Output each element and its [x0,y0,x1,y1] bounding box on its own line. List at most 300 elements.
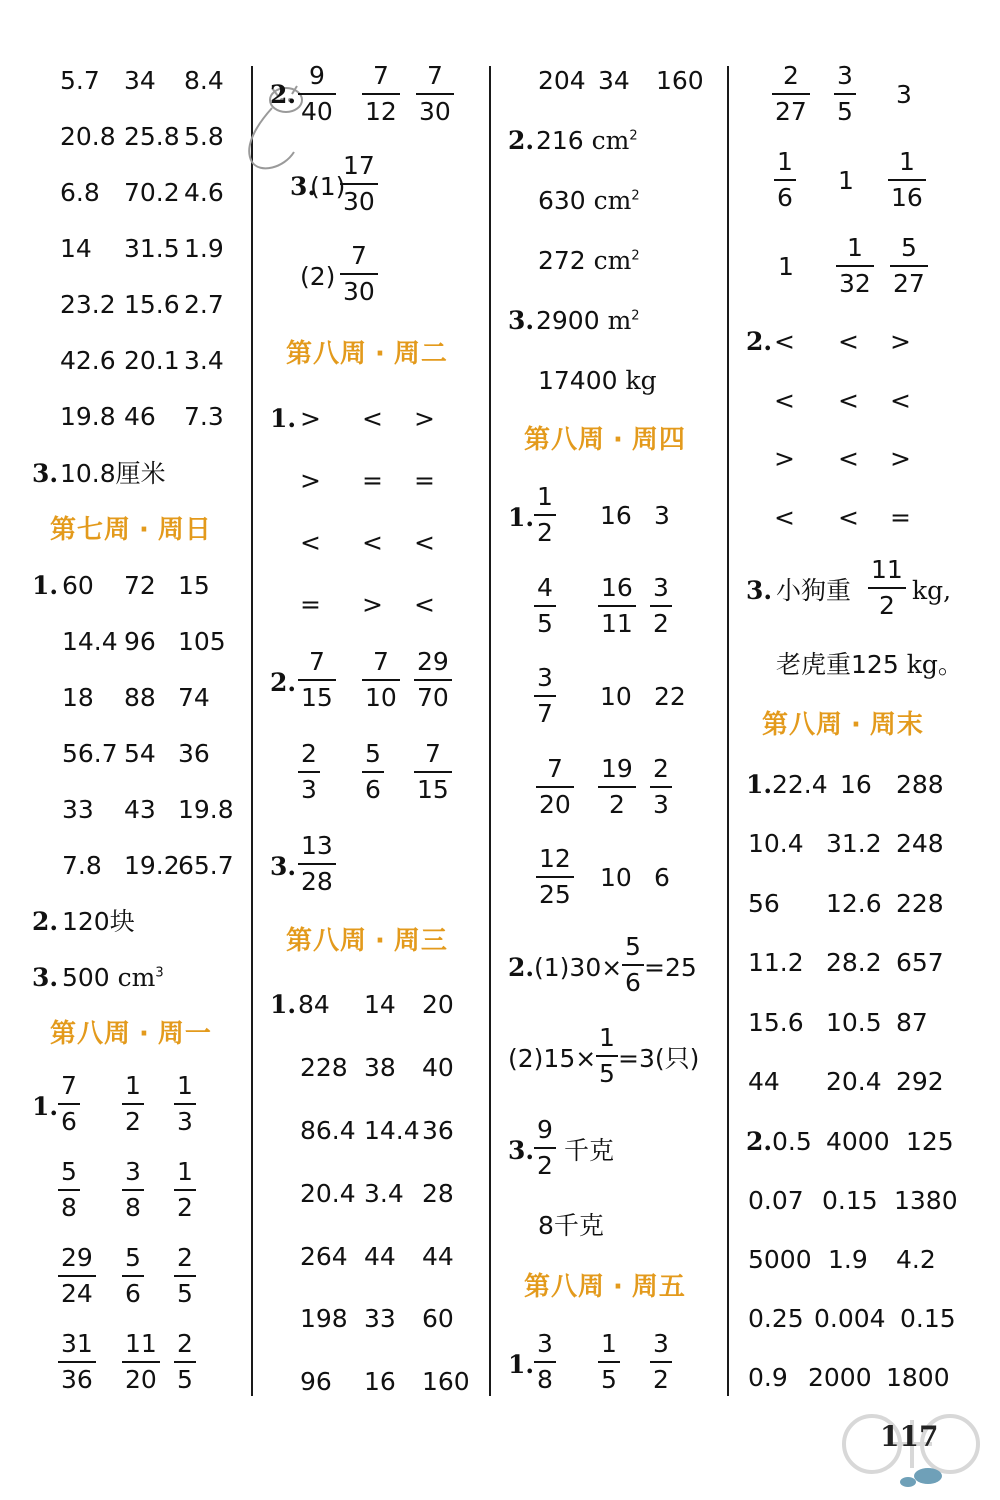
cell: 31.2 [826,829,882,858]
fraction [650,1330,672,1394]
expression-result: =3(只) [618,1044,700,1073]
fraction [534,1116,556,1180]
cell: 228 [896,889,944,918]
numerator: 5 [122,1244,144,1277]
column-2 [254,0,488,1500]
heading-dot: · [613,425,624,455]
comparison-sign: < [414,590,435,619]
heading-week: 第八周 [524,1272,606,1302]
fraction [868,556,906,620]
fraction [534,574,556,638]
comparison-sign: = [890,503,911,532]
denominator: 2 [537,1151,553,1180]
fraction [534,664,556,728]
cell: 96 [300,1367,332,1396]
numerator: 1 [122,1072,144,1105]
denominator: 40 [301,97,333,126]
cell: 56 [748,889,780,918]
cell: 34 [598,66,630,95]
cell: 33 [62,795,94,824]
question-label: 3. [32,963,59,992]
numerator: 3 [834,62,856,95]
denominator: 6 [777,183,793,212]
numerator: 9 [534,1116,556,1149]
numerator: 5 [890,234,928,267]
cell: 15.6 [124,290,180,319]
comparison-sign: > [300,404,321,433]
section-heading-week8-tuesday [286,338,448,370]
numerator: 7 [362,648,400,681]
fraction [58,1244,96,1308]
denominator: 16 [891,183,923,212]
fraction [362,62,400,126]
heading-day: 周一 [157,1019,212,1049]
denominator: 6 [625,968,641,997]
cell: 10 [600,863,632,892]
denominator: 70 [417,683,449,712]
cell: 87 [896,1008,928,1037]
fraction [890,234,928,298]
cell: 44 [748,1067,780,1096]
cell: 14.4 [364,1116,420,1145]
cell: 34 [124,66,156,95]
fraction [340,152,378,216]
unit: cm [591,126,630,155]
denominator: 32 [839,269,871,298]
column-divider [489,66,491,1396]
numerator: 2 [772,62,810,95]
numerator: 7 [362,62,400,95]
sub-question-label: (1) [310,172,346,201]
fraction [598,1330,620,1394]
denominator: 11 [601,609,633,638]
cell: 5.7 [60,66,100,95]
cell: 31.5 [124,234,180,263]
cell: 65.7 [178,851,234,880]
numerator: 5 [622,933,644,966]
cell: 7.3 [184,402,224,431]
unit: kg [625,366,657,395]
denominator: 28 [301,867,333,896]
numerator: 29 [58,1244,96,1277]
cell: 22.4 [772,770,828,799]
fraction [122,1158,144,1222]
fraction [298,740,320,804]
fraction [298,648,336,712]
denominator: 6 [61,1107,77,1136]
cell: 125 [906,1127,954,1156]
sub-question-label: (2) [300,262,336,291]
fraction [650,755,672,819]
cell: 28 [422,1179,454,1208]
cell: 5000 [748,1245,812,1274]
question-label: 3. [290,172,317,201]
cell: 15.6 [748,1008,804,1037]
cell: 72 [124,571,156,600]
value: 17400 [538,366,618,395]
numerator: 7 [416,62,454,95]
cell: 60 [422,1304,454,1333]
numerator: 2 [298,740,320,773]
denominator: 2 [608,790,625,819]
fraction [536,755,574,819]
section-heading-week8-weekend [762,709,924,741]
cell: 11.2 [748,948,804,977]
denominator: 25 [539,880,571,909]
cell: 1380 [894,1186,958,1215]
fraction [774,148,796,212]
cell: 0.004 [814,1304,886,1333]
denominator: 15 [417,775,449,804]
cell: 0.5 [772,1127,812,1156]
label: 老虎重 [776,650,852,679]
expression-prefix: (1)30× [534,953,623,982]
cell: 28.2 [826,948,882,977]
cell: 6.8 [60,178,100,207]
numerator: 3 [650,574,672,607]
question-label: 3. [508,306,535,335]
unit: kg。 [906,650,963,679]
column-4 [730,0,1000,1500]
denominator: 36 [61,1365,93,1394]
cell: 5.8 [184,122,224,151]
fraction [834,62,856,126]
numerator: 2 [650,755,672,788]
cell: 14.4 [62,627,118,656]
cell: 4.6 [184,178,224,207]
denominator: 8 [125,1193,141,1222]
denominator: 6 [125,1279,141,1308]
heading-dot: · [375,339,386,369]
fraction [122,1330,160,1394]
section-heading-week8-monday [50,1018,212,1050]
denominator: 5 [599,1059,615,1088]
answer-text: 小狗重 [776,576,852,605]
cell: 0.9 [748,1363,788,1392]
cell: 36 [178,739,210,768]
denominator: 2 [653,1365,669,1394]
cell: 1 [778,252,794,281]
denominator: 20 [539,790,571,819]
question-label: 1. [508,1350,535,1379]
cell: 54 [124,739,156,768]
cell: 33 [364,1304,396,1333]
cell: 10 [600,682,632,711]
cell: 4000 [826,1127,890,1156]
fraction [174,1330,196,1394]
denominator: 7 [537,699,553,728]
numerator: 31 [58,1330,96,1363]
cell: 22 [654,682,686,711]
cell: 228 [300,1053,348,1082]
question-label: 2. [746,327,773,356]
question-label: 3. [508,1136,535,1165]
cell: 25.8 [124,122,180,151]
value: 272 [538,246,586,275]
comparison-sign: = [414,466,435,495]
unit: 千克 [564,1136,615,1165]
column-divider [251,66,253,1396]
value: 500 [62,963,110,992]
denominator: 5 [601,1365,617,1394]
numerator: 5 [58,1158,80,1191]
fraction [414,740,452,804]
cell: 10.4 [748,829,804,858]
numerator: 17 [340,152,378,185]
question-label: 2. [508,953,535,982]
cell: 43 [124,795,156,824]
numerator: 1 [598,1330,620,1363]
unit-exponent: 2 [631,308,640,324]
cell: 160 [422,1367,470,1396]
numerator: 7 [536,755,574,788]
cell: 19.2 [124,851,180,880]
cell: 3 [654,501,670,530]
fraction [622,933,644,997]
cell: 1800 [886,1363,950,1392]
cell: 7.8 [62,851,102,880]
denominator: 5 [537,609,553,638]
denominator: 8 [61,1193,77,1222]
heading-week: 第八周 [762,710,844,740]
numerator: 29 [414,648,452,681]
numerator: 7 [340,242,378,275]
page-number: 117 [880,1420,939,1453]
numerator: 11 [122,1330,160,1363]
cell: 3.4 [184,346,224,375]
unit-exponent: 2 [631,248,640,264]
cell: 16 [600,501,632,530]
cell: 46 [124,402,156,431]
heading-week: 第八周 [286,926,368,956]
fraction [362,740,384,804]
denominator: 8 [537,1365,553,1394]
question-label: 1. [270,404,297,433]
fraction [888,148,926,212]
comparison-sign: < [300,528,321,557]
numerator: 1 [836,234,874,267]
heading-day: 周末 [869,710,924,740]
section-heading-week8-friday [524,1271,686,1303]
answer-area [536,306,640,336]
cell: 2000 [808,1363,872,1392]
numerator: 3 [650,1330,672,1363]
cell: 40 [422,1053,454,1082]
numerator: 5 [362,740,384,773]
answer-text: 120块 [62,907,135,936]
question-label: 2. [270,80,297,109]
cell: 44 [422,1242,454,1271]
numerator: 2 [174,1244,196,1277]
cell: 4.2 [896,1245,936,1274]
denominator: 30 [343,277,375,306]
comparison-sign: < [838,386,859,415]
denominator: 30 [343,187,375,216]
numerator: 3 [534,664,556,697]
fraction [598,755,636,819]
cell: 20.4 [300,1179,356,1208]
cell: 6 [654,863,670,892]
numerator: 16 [598,574,636,607]
comparison-sign: < [774,386,795,415]
expression-prefix: (2)15× [508,1044,597,1073]
denominator: 20 [125,1365,157,1394]
fraction [534,483,556,547]
fraction [598,574,636,638]
question-label: 1. [32,1092,59,1121]
question-label: 3. [270,852,297,881]
denominator: 30 [419,97,451,126]
cell: 15 [178,571,210,600]
numerator: 2 [174,1330,196,1363]
unit: cm [593,186,632,215]
cell: 0.25 [748,1304,804,1333]
numerator: 9 [298,62,336,95]
denominator: 3 [177,1107,193,1136]
cell: 204 [538,66,586,95]
fraction [122,1244,144,1308]
cell: 1.9 [828,1245,868,1274]
denominator: 3 [301,775,317,804]
section-heading-week8-thursday [524,424,686,456]
question-label: 1. [32,571,59,600]
fraction [650,574,672,638]
question-label: 3. [746,576,773,605]
answer-text: 10.8厘米 [60,459,166,488]
cell: 19.8 [60,402,116,431]
denominator: 3 [653,790,669,819]
fraction [836,234,874,298]
cell: 0.07 [748,1186,804,1215]
column-3 [492,0,726,1500]
fraction [298,832,336,896]
question-label: 1. [746,770,773,799]
numerator: 1 [888,148,926,181]
unit-exponent: 2 [629,128,638,144]
numerator: 7 [414,740,452,773]
denominator: 5 [177,1279,193,1308]
answer-area [538,246,640,276]
unit: m [607,306,632,335]
cell: 288 [896,770,944,799]
denominator: 6 [365,775,381,804]
numerator: 1 [774,148,796,181]
comparison-sign: < [838,503,859,532]
cell: 160 [656,66,704,95]
fraction [174,1072,196,1136]
value: 216 [536,126,584,155]
numerator: 7 [298,648,336,681]
heading-day: 周日 [157,515,212,545]
cell: 38 [364,1053,396,1082]
question-label: 1. [508,503,535,532]
heading-day: 周三 [393,926,448,956]
unit: cm [593,246,632,275]
cell: 84 [298,990,330,1019]
cell: 16 [364,1367,396,1396]
question-label: 2. [32,907,59,936]
unit-exponent: 2 [631,188,640,204]
numerator: 3 [122,1158,144,1191]
fraction [58,1072,80,1136]
denominator: 2 [653,609,669,638]
heading-day: 周二 [393,339,448,369]
numerator: 13 [298,832,336,865]
numerator: 12 [536,845,574,878]
cell: 56.7 [62,739,118,768]
heading-dot: · [613,1272,624,1302]
comparison-sign: < [890,386,911,415]
value: 125 [851,650,899,679]
cell: 36 [422,1116,454,1145]
cell: 292 [896,1067,944,1096]
fraction [534,1330,556,1394]
answer-text [776,650,963,680]
numerator: 1 [596,1024,618,1057]
comparison-sign: < [414,528,435,557]
cell: 3.4 [364,1179,404,1208]
cell: 44 [364,1242,396,1271]
heading-dot: · [375,926,386,956]
comparison-sign: < [362,528,383,557]
fraction [122,1072,144,1136]
answer-area [536,126,638,156]
cell: 12.6 [826,889,882,918]
cell: 70.2 [124,178,180,207]
value: 2900 [536,306,600,335]
heading-week: 第八周 [524,425,606,455]
heading-day: 周四 [631,425,686,455]
section-heading-week8-wednesday [286,925,448,957]
numerator: 3 [534,1330,556,1363]
fraction [340,242,378,306]
heading-week: 第七周 [50,515,132,545]
cell: 264 [300,1242,348,1271]
cell: 18 [62,683,94,712]
cell: 96 [124,627,156,656]
comparison-sign: < [774,503,795,532]
comparison-sign: > [890,444,911,473]
cell: 10.5 [826,1008,882,1037]
denominator: 27 [893,269,925,298]
question-label: 2. [508,126,535,155]
question-label: 3. [32,459,59,488]
cell: 20.8 [60,122,116,151]
question-label: 2. [270,668,297,697]
cell: 88 [124,683,156,712]
answer-weight [538,366,657,396]
fraction [596,1024,618,1088]
cell: 23.2 [60,290,116,319]
cell: 8.4 [184,66,224,95]
fraction [772,62,810,126]
cell: 74 [178,683,210,712]
column-divider [727,66,729,1396]
cell: 42.6 [60,346,116,375]
denominator: 2 [537,518,553,547]
comparison-sign: = [300,590,321,619]
fraction [298,62,336,126]
unit-exponent: 3 [155,965,164,981]
numerator: 1 [174,1072,196,1105]
cell: 16 [840,770,872,799]
numerator: 4 [534,574,556,607]
cell: 2.7 [184,290,224,319]
cell: 14 [364,990,396,1019]
cell: 19.8 [178,795,234,824]
cell: 657 [896,948,944,977]
fraction [416,62,454,126]
